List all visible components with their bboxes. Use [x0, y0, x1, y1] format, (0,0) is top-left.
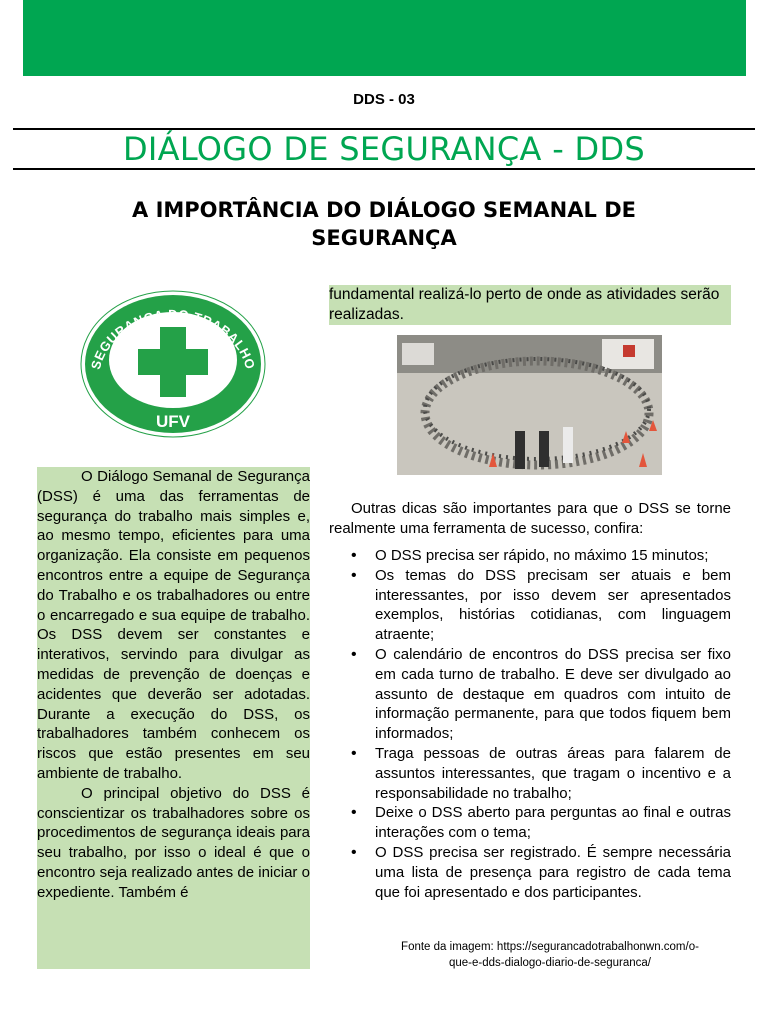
continuation-text: fundamental realizá-lo perto de onde as atividades serão realizadas. [329, 285, 731, 325]
document-code: DDS - 03 [353, 91, 415, 108]
list-item: • Deixe o DSS aberto para perguntas ao final e outras interações com o tema; [329, 803, 731, 843]
list-item: • Os temas do DSS precisam ser atuais e bem interessantes, por isso devem ser apresentados exemplos, histórias cotidianas, com linguagem atraente; [329, 566, 731, 645]
dss-objective-paragraph: O principal objetivo do DSS é conscientizar os trabalhadores sobre os procedimentos de segurança ideais para seu trabalho, por isso o ideal é que o encontro seja realizado antes de iniciar o expediente. Também é [37, 784, 310, 901]
page-title: DIÁLOGO DE SEGURANÇA - DDS [122, 130, 646, 168]
dss-definition-paragraph: O Diálogo Semanal de Segurança (DSS) é uma das ferramentas de segurança do trabalho mais simples e, ao mesmo tempo, eficientes para uma organização. Ela consiste em pequenos encontros entre a equipe de Segurança do Trabalho e os trabalhadores ou entre o encarregado e sua equipe de trabalho. Os DSS devem ser constantes e interativos, servindo para divulgar as medidas de prevenção de doenças e acidentes que deverão ser adotadas. Durante a execução do DSS, os trabalhadores também conhecem os riscos que estão presentes em seu ambiente de trabalho. [37, 468, 310, 782]
logo-ufv-text: UFV [156, 412, 190, 431]
subtitle-line-1: A IMPORTÂNCIA DO DIÁLOGO SEMANAL DE [132, 198, 636, 222]
subtitle-line-2: SEGURANÇA [311, 226, 457, 250]
article-subtitle [60, 196, 708, 252]
image-source-caption [370, 939, 730, 971]
seguranca-do-trabalho-logo [72, 289, 274, 439]
list-item: • O DSS precisa ser rápido, no máximo 15 minutos; [329, 546, 731, 566]
caption-line-2: que-e-dds-dialogo-diario-de-seguranca/ [448, 957, 651, 969]
list-item: • Traga pessoas de outras áreas para falarem de assuntos interessantes, que tragam o incentivo e a responsabilidade no trabalho; [329, 744, 731, 803]
tips-list [329, 546, 731, 902]
list-item: • O calendário de encontros do DSS precisa ser fixo em cada turno de trabalho. E deve ser divulgado ao assunto de destaque em quadros com intuito de informação permanente, para que todos fiquem bem informados; [329, 645, 731, 744]
tips-intro: Outras dicas são importantes para que o DSS se torne realmente uma ferramenta de sucesso, confira: [329, 500, 731, 537]
caption-line-1: Fonte da imagem: https://segurancadotrabalhonwn.com/o- [401, 941, 699, 953]
header-green-band [23, 0, 746, 76]
left-column-text [37, 467, 310, 969]
list-item: • O DSS precisa ser registrado. É sempre necessária uma lista de presença para registro de cada tema que foi apresentado e dos participantes. [329, 843, 731, 902]
logo-arc-text: SEGURANÇA DO TRABALHO [87, 306, 259, 372]
title-bottom-rule [13, 168, 755, 170]
dds-meeting-photo [397, 335, 662, 475]
